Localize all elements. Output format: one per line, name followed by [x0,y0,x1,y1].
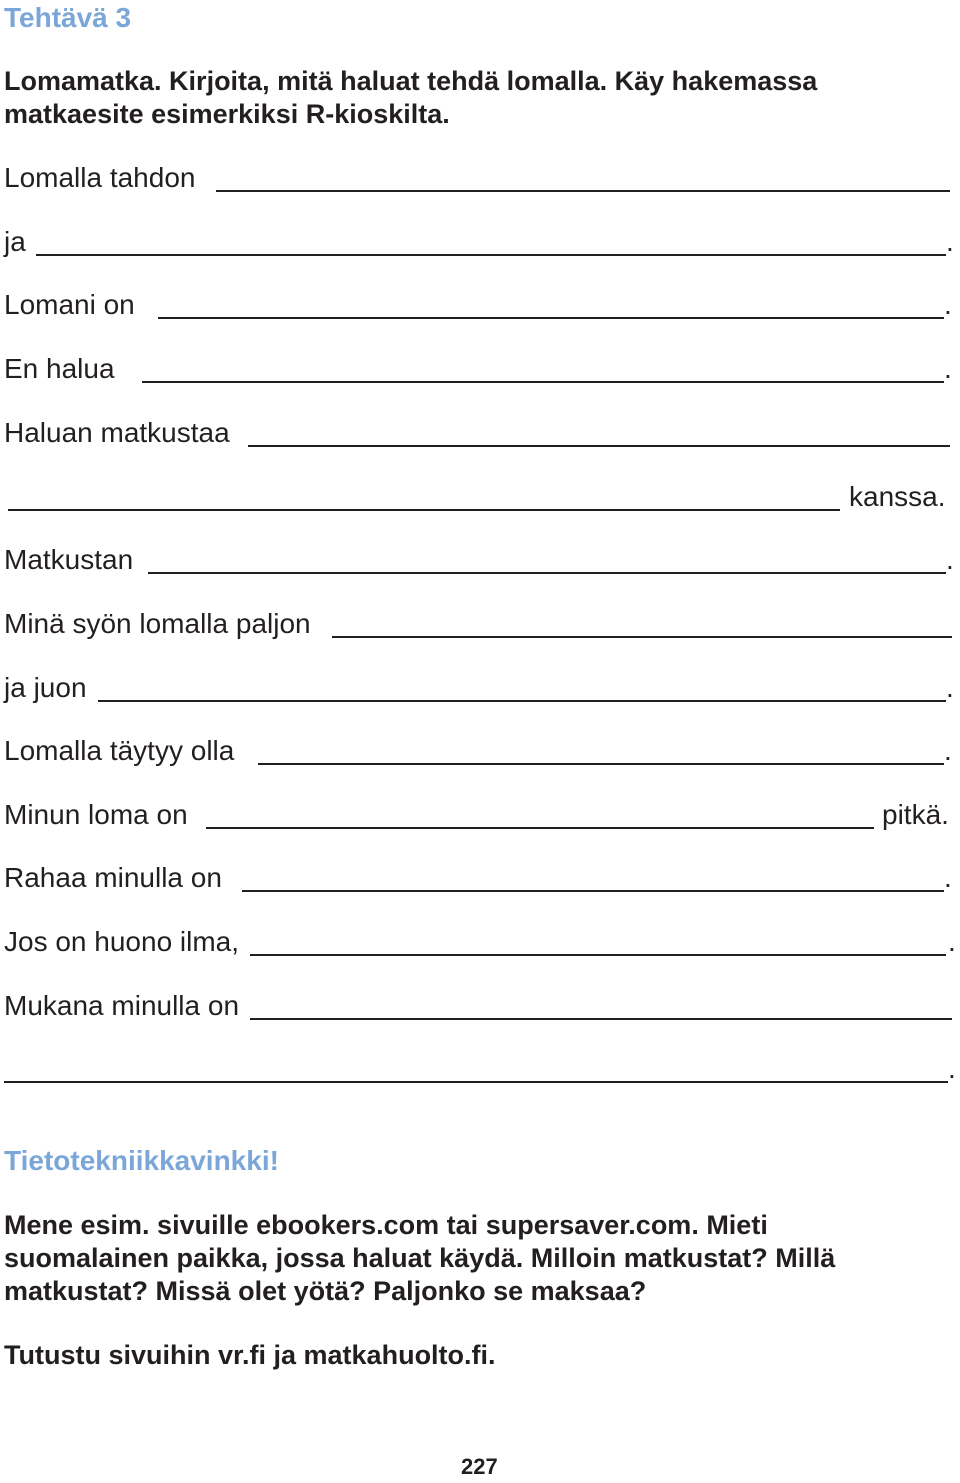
closing-text: Tutustu sivuihin vr.fi ja matkahuolto.fi. [4,1340,496,1370]
answer-line-7[interactable] [148,572,946,574]
period: . [946,544,954,575]
prompt-syon-paljon: Minä syön lomalla paljon [4,608,311,639]
answer-line-2[interactable] [36,254,946,256]
period: . [948,1053,956,1084]
answer-line-13[interactable] [250,954,946,956]
period: . [944,862,952,893]
intro-line-2: matkaesite esimerkiksi R-kioskilta. [4,99,450,129]
answer-line-5[interactable] [248,445,950,447]
period: . [944,289,952,320]
period: . [946,226,954,257]
suffix-pitka: pitkä. [882,799,949,830]
tip-text-line-2: suomalainen paikka, jossa haluat käydä. Milloin matkustat? Millä [4,1243,836,1273]
period: . [944,735,952,766]
period: . [946,672,954,703]
prompt-haluan-matkustaa: Haluan matkustaa [4,417,230,448]
answer-line-8[interactable] [332,636,952,638]
prompt-mukana-minulla-on: Mukana minulla on [4,990,240,1021]
answer-line-15[interactable] [4,1081,948,1083]
tip-text-line-3: matkustat? Missä olet yötä? Paljonko se maksaa? [4,1276,647,1306]
answer-line-9[interactable] [98,700,946,702]
answer-line-6[interactable] [8,509,840,511]
answer-line-11[interactable] [206,827,874,829]
answer-line-14[interactable] [250,1018,952,1020]
prompt-rahaa-minulla-on: Rahaa minulla on [4,862,222,893]
prompt-ja-juon: ja juon [4,672,87,703]
answer-line-12[interactable] [242,890,944,892]
answer-line-4[interactable] [142,381,944,383]
tip-heading: Tietotekniikkavinkki! [4,1145,279,1176]
tip-text-line-1: Mene esim. sivuille ebookers.com tai supersaver.com. Mieti [4,1210,768,1240]
prompt-en-halua: En halua [4,353,115,384]
answer-line-1[interactable] [216,190,950,192]
prompt-taytyy-olla: Lomalla täytyy olla [4,735,235,766]
answer-line-3[interactable] [158,317,944,319]
period: . [944,353,952,384]
answer-line-10[interactable] [258,763,944,765]
period: . [948,926,956,957]
intro-line-1: Lomamatka. Kirjoita, mitä haluat tehdä lomalla. Käy hakemassa [4,66,818,96]
suffix-kanssa: kanssa. [849,481,946,512]
prompt-minun-loma-on: Minun loma on [4,799,188,830]
prompt-lomalla-tahdon: Lomalla tahdon [4,162,196,193]
prompt-lomani-on: Lomani on [4,289,135,320]
page-title: Tehtävä 3 [4,2,132,33]
prompt-huono-ilma: Jos on huono ilma, [4,926,240,957]
prompt-matkustan: Matkustan [4,544,134,575]
prompt-ja: ja [4,226,26,257]
page-number: 227 [461,1454,498,1479]
